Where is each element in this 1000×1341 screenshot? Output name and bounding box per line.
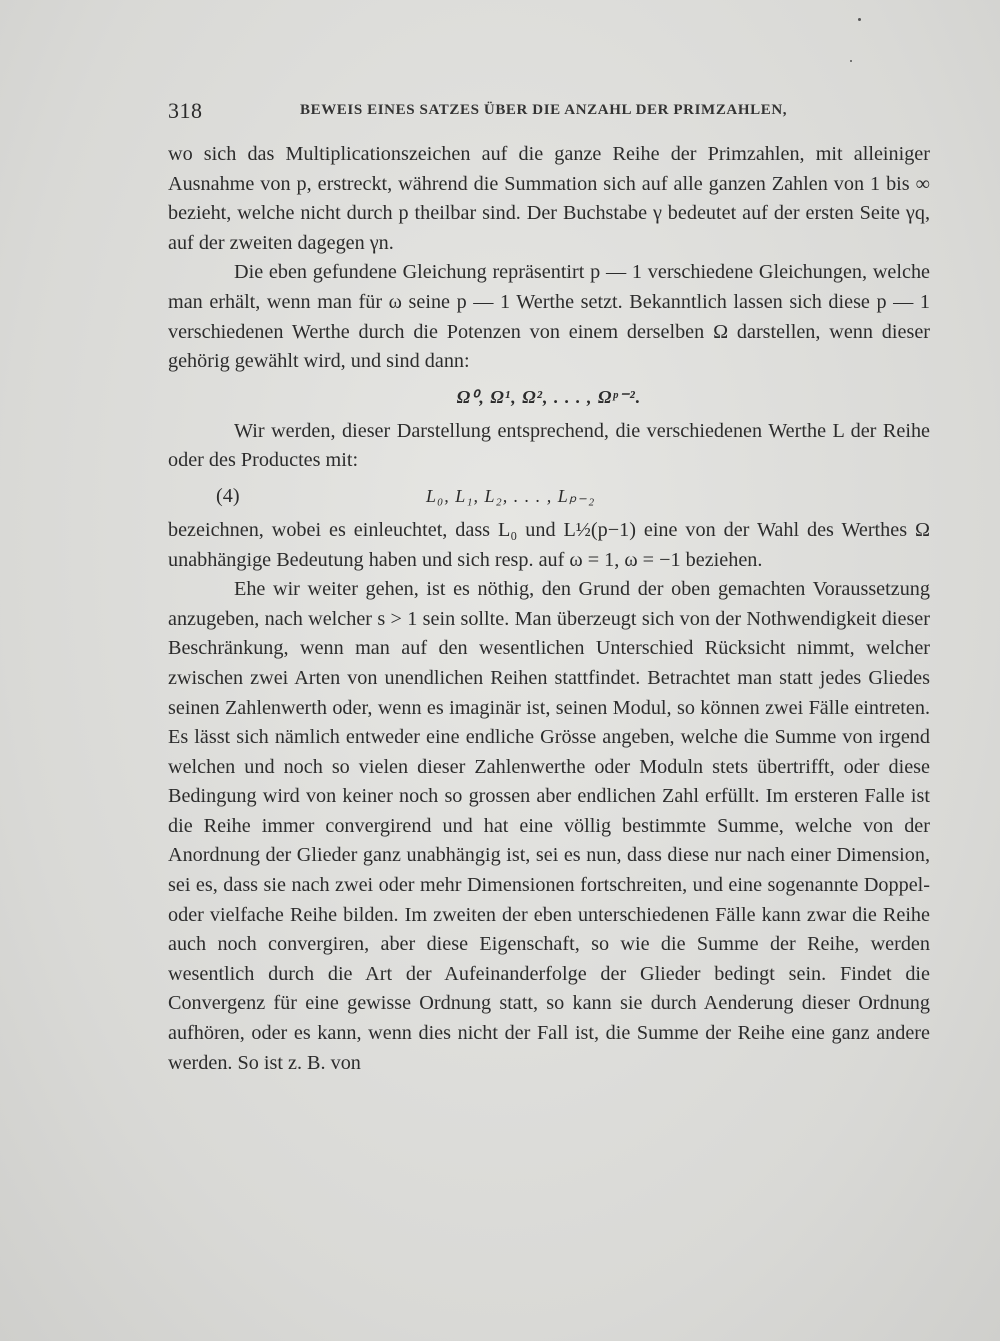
- paragraph-5: Ehe wir weiter gehen, ist es nöthig, den Grund der oben gemachten Voraussetzung anzugeben, nach welcher s > 1 sein sollte. Man überzeugt sich von der Nothwendigkeit dieser Beschränkung, wenn man auf den wesentlichen Unterschied Rücksicht nimmt, welcher zwischen zwei Arten von unendlichen Reihen stattfindet. Betrachtet man statt jedes Gliedes seinen Zahlenwerth oder, wenn es imaginär ist, seinen Modul, so können zwei Fälle eintreten. Es lässt sich nämlich entweder eine endliche Grösse angeben, welche die Summe von irgend welchen und noch so vielen dieser Zahlenwerthe oder Moduln stets übertrifft, oder diese Bedingung wird von keiner noch so grossen aber endlichen Zahl erfüllt. Im ersteren Falle ist die Reihe immer convergirend und hat eine völlig bestimmte Summe, welche von der Anordnung der Glieder ganz unabhängig ist, sei es nun, dass diese nur nach einer Dimension, sei es, dass sie nach zwei oder mehr Dimensionen fortschreiten, und eine sogenannte Doppel- oder vielfache Reihe bilden. Im zweiten der eben unterschiedenen Fälle kann zwar die Reihe auch noch convergiren, aber diese Eigenschaft, so wie die Summe der Reihe, werden wesentlich durch die Art der Aufeinanderfolge der Glieder bedingt sein. Findet die Convergenz für eine gewisse Ordnung statt, so kann sie durch Aenderung dieser Ordnung aufhören, oder es kann, wenn dies nicht der Fall ist, die Summe der Reihe eine ganz andere werden. So ist z. B. von: [168, 578, 930, 1074]
- equation-body: L₀, L₁, L₂, . . . , Lₚ₋₂: [426, 485, 596, 506]
- dust-speck: [850, 60, 852, 62]
- formula-omega-powers: Ω⁰, Ω¹, Ω², . . . , Ωᵖ⁻².: [456, 386, 642, 407]
- paragraph-3: Wir werden, dieser Darstellung entsprechend, die verschiedenen Werthe L der Reihe oder des Productes mit:: [168, 419, 930, 472]
- running-title: BEWEIS EINES SATZES ÜBER DIE ANZAHL DER PRIMZAHLEN,: [300, 102, 788, 118]
- equation-number: (4): [216, 484, 240, 507]
- paragraph-4: bezeichnen, wobei es einleuchtet, dass L₀ und L½(p−1) eine von der Wahl des Werthes Ω unabhängige Bedeutung haben und sich resp. auf ω = 1, ω = −1 beziehen.: [168, 518, 930, 571]
- paragraph-1: wo sich das Multiplicationszeichen auf die ganze Reihe der Primzahlen, mit alleiniger Ausnahme von p, erstreckt, während die Summation sich auf alle ganzen Zahlen von 1 bis ∞ bezieht, welche nicht durch p theilbar sind. Der Buchstabe γ bedeutet auf der ersten Seite γq, auf der zweiten dagegen γn.: [168, 143, 930, 254]
- paragraph-2: Die eben gefundene Gleichung repräsentirt p — 1 verschiedene Gleichungen, welche man erhält, wenn man für ω seine p — 1 Werthe setzt. Bekanntlich lassen sich diese p — 1 verschiedenen Werthe durch die Potenzen von einem derselben Ω darstellen, wenn dieser gehörig gewählt wird, und sind dann:: [168, 261, 930, 373]
- dust-speck: [858, 18, 861, 21]
- equation-4: [168, 476, 930, 516]
- page-header: [168, 98, 928, 128]
- page-number: 318: [168, 98, 203, 123]
- body-text: [168, 140, 930, 1078]
